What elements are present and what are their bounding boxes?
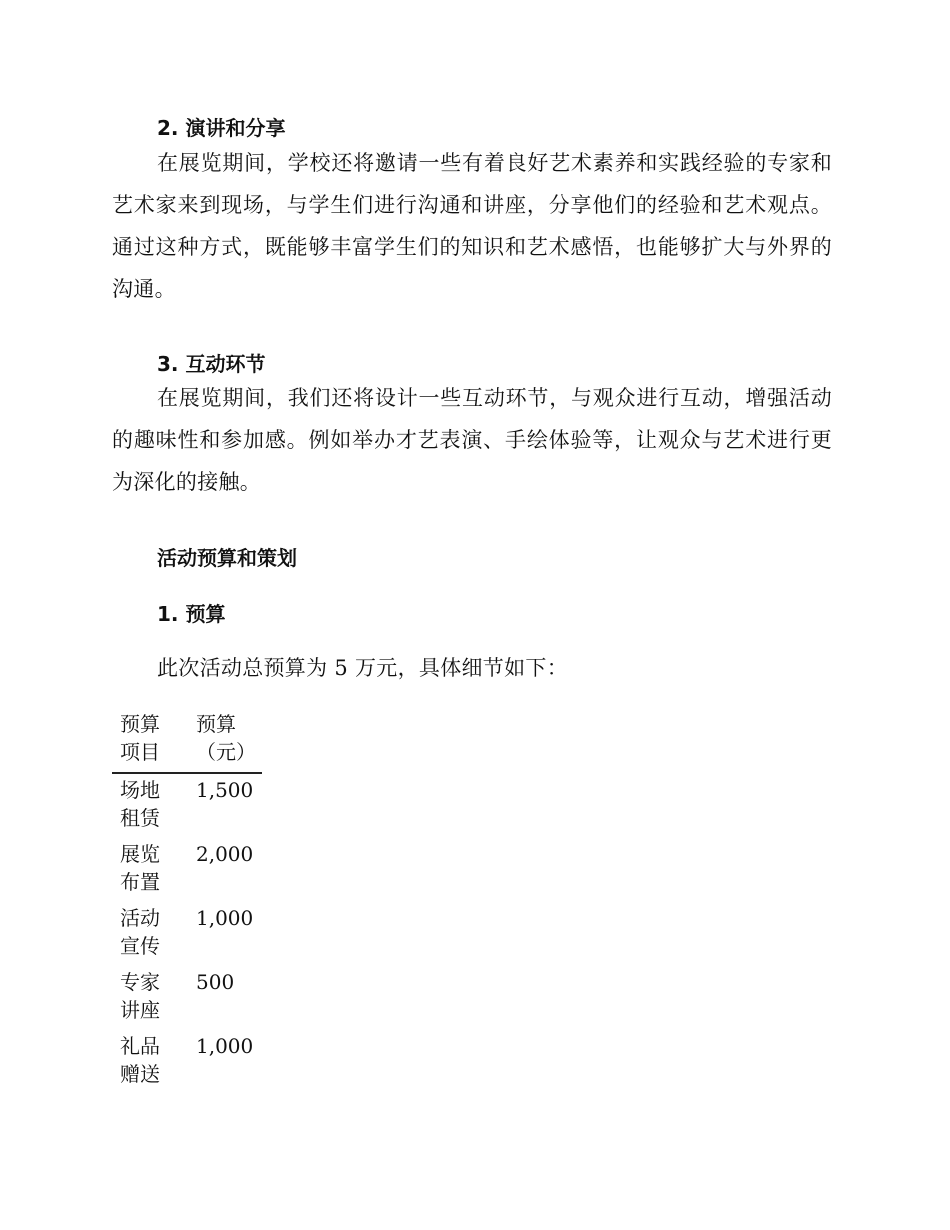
table-row [112, 966, 262, 1030]
cell-amount: 1,500 [196, 778, 254, 802]
budget-table [112, 706, 262, 1094]
cell-amount: 500 [196, 970, 235, 994]
cell-item: 礼品赠送 [120, 1034, 160, 1086]
cell-item: 专家讲座 [120, 970, 160, 1022]
section-heading-interaction: 3. 互动环节 [157, 352, 266, 376]
table-row [112, 773, 262, 838]
budget-intro-text: 此次活动总预算为 5 万元，具体细节如下： [157, 656, 569, 680]
table-row [112, 902, 262, 966]
paragraph-speech: 在展览期间，学校还将邀请一些有着良好艺术素养和实践经验的专家和艺术家来到现场，与学生们进行沟通和讲座，分享他们的经验和艺术观点。通过这种方式，既能够丰富学生们的知识和艺术感悟，也能够扩大与外界的沟通。 [112, 151, 832, 301]
cell-amount: 2,000 [196, 842, 254, 866]
cell-amount: 1,000 [196, 1034, 254, 1058]
cell-item: 展览布置 [120, 842, 160, 894]
section-heading-speech: 2. 演讲和分享 [157, 116, 286, 140]
cell-amount: 1,000 [196, 906, 254, 930]
section-heading-budget-plan: 活动预算和策划 [157, 546, 297, 570]
cell-item: 场地租赁 [120, 778, 160, 830]
header-amount: 预算（元） [180, 706, 262, 773]
section-heading-budget: 1. 预算 [157, 602, 226, 626]
paragraph-interaction: 在展览期间，我们还将设计一些互动环节，与观众进行互动，增强活动的趣味性和参加感。例如举办才艺表演、手绘体验等，让观众与艺术进行更为深化的接触。 [112, 386, 832, 494]
header-item: 预算项目 [112, 706, 180, 773]
table-row [112, 838, 262, 902]
cell-item: 活动宣传 [120, 906, 160, 958]
budget-table-header-row [112, 706, 262, 773]
table-row [112, 1030, 262, 1094]
